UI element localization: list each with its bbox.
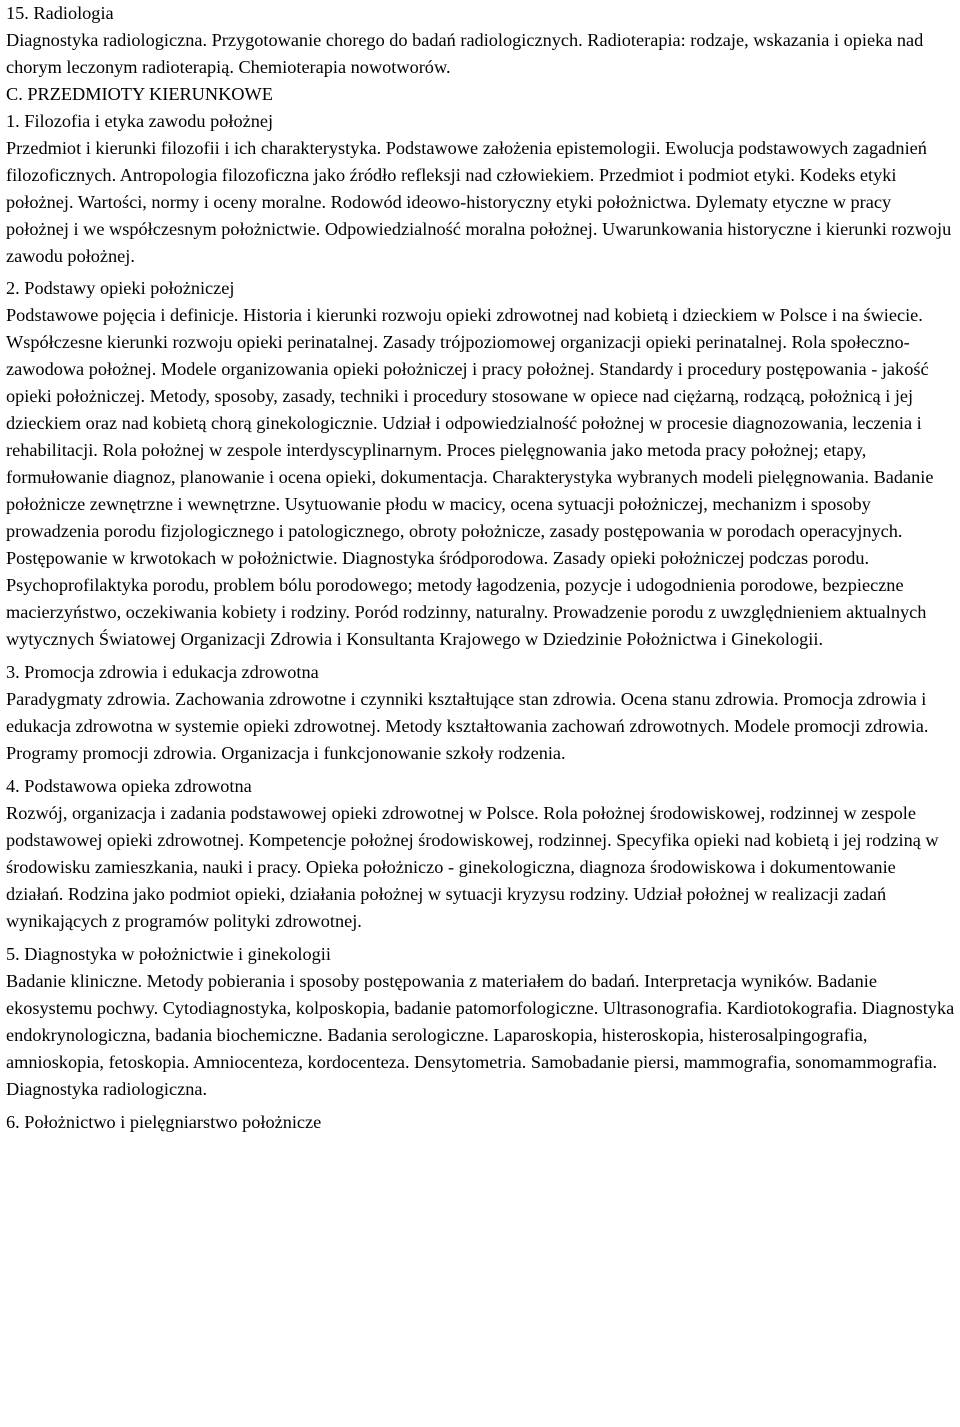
section-body-radiologia: Diagnostyka radiologiczna. Przygotowanie chorego do badań radiologicznych. Radioterapia: rodzaje, wskazania i opieka nad chorym leczonym radioterapią. Chemioterapia nowotworów. xyxy=(6,30,924,77)
item-title: 5. Diagnostyka w położnictwie i ginekologii xyxy=(6,944,331,964)
item-filozofia xyxy=(6,108,956,270)
item-body: Paradygmaty zdrowia. Zachowania zdrowotne i czynniki kształtujące stan zdrowia. Ocena stanu zdrowia. Promocja zdrowia i edukacja zdrowotna w systemie opieki zdrowotnej. Metody kształtowania zachowań zdrowotnych. Modele promocji zdrowia. Programy promocji zdrowia. Organizacja i funkcjonowanie szkoły rodzenia. xyxy=(6,689,929,763)
item-title: 3. Promocja zdrowia i edukacja zdrowotna xyxy=(6,662,319,682)
item-title: 6. Położnictwo i pielęgniarstwo położnicze xyxy=(6,1112,322,1132)
item-body: Podstawowe pojęcia i definicje. Historia i kierunki rozwoju opieki zdrowotnej nad kobietą i dzieckiem w Polsce i na świecie. Współczesne kierunki rozwoju opieki perinatalnej. Zasady trójpoziomowej organizacji opieki perinatalnej. Rola społeczno-zawodowa położnej. Modele organizowania opieki położniczej i pracy położnej. Standardy i procedury postępowania - jakość opieki położniczej. Metody, sposoby, zasady, techniki i procedury stosowane w opiece nad ciężarną, rodzącą, położnicą i jej dzieckiem oraz nad kobietą chorą ginekologicznie. Udział i odpowiedzialność położnej w procesie diagnozowania, leczenia i rehabilitacji. Rola położnej w zespole interdyscyplinarnym. Proces pielęgnowania jako metoda pracy położnej; etapy, formułowanie diagnoz, planowanie i ocena opieki, dokumentacja. Charakterystyka wybranych modeli pielęgnowania. Badanie położnicze zewnętrzne i wewnętrzne. Usytuowanie płodu w macicy, ocena sytuacji położniczej, mechanizm i sposoby prowadzenia porodu fizjologicznego i patologicznego, obroty położnicze, zasady postępowania w porodach operacyjnych. Postępowanie w krwotokach w położnictwie. Diagnostyka śródporodowa. Zasady opieki położniczej podczas porodu. Psychoprofilaktyka porodu, problem bólu porodowego; metody łagodzenia, pozycje i udogodnienia porodowe, bezpieczne macierzyństwo, oczekiwania kobiety i rodziny. Poród rodzinny, naturalny. Prowadzenie porodu z uwzględnieniem aktualnych wytycznych Światowej Organizacji Zdrowia i Konsultanta Krajowego w Dziedzinie Położnictwa i Ginekologii. xyxy=(6,305,934,649)
item-podstawy-opieki xyxy=(6,275,956,653)
item-podstawowa-opieka xyxy=(6,773,956,935)
item-title: 4. Podstawowa opieka zdrowotna xyxy=(6,776,252,796)
item-body: Przedmiot i kierunki filozofii i ich charakterystyka. Podstawowe założenia epistemologii. Ewolucja podstawowych zagadnień filozoficznych. Antropologia filozoficzna jako źródło refleksji nad człowiekiem. Przedmiot i podmiot etyki. Kodeks etyki położnej. Wartości, normy i oceny moralne. Rodowód ideowo-historyczny etyki położnictwa. Dylematy etyczne w pracy położnej i we współczesnym położnictwie. Odpowiedzialność moralna położnej. Uwarunkowania historyczne i kierunki rozwoju zawodu położnej. xyxy=(6,138,952,266)
item-diagnostyka xyxy=(6,941,956,1103)
item-title: 1. Filozofia i etyka zawodu położnej xyxy=(6,111,274,131)
item-body: Badanie kliniczne. Metody pobierania i sposoby postępowania z materiałem do badań. Interpretacja wyników. Badanie ekosystemu pochwy. Cytodiagnostyka, kolposkopia, badanie patomorfologiczne. Ultrasonografia. Kardiotokografia. Diagnostyka endokrynologiczna, badania biochemiczne. Badania serologiczne. Laparoskopia, histeroskopia, histerosalpingografia, amnioskopia, fetoskopia. Amniocenteza, kordocenteza. Densytometria. Samobadanie piersi, mammografia, sonomammografia. Diagnostyka radiologiczna. xyxy=(6,971,955,1099)
item-poloznictwo xyxy=(6,1109,956,1136)
item-title: 2. Podstawy opieki położniczej xyxy=(6,278,235,298)
section-title-radiologia: 15. Radiologia xyxy=(6,3,114,23)
item-body: Rozwój, organizacja i zadania podstawowej opieki zdrowotnej w Polsce. Rola położnej środowiskowej, rodzinnej w zespole podstawowej opieki zdrowotnej. Kompetencje położnej środowiskowej, rodzinnej. Specyfika opieki nad kobietą i jej rodziną w środowisku zamieszkania, nauki i pracy. Opieka położniczo - ginekologiczna, diagnoza środowiskowa i dokumentowanie działań. Rodzina jako podmiot opieki, działania położnej w sytuacji kryzysu rodziny. Udział położnej w realizacji zadań wynikających z programów polityki zdrowotnej. xyxy=(6,803,939,931)
main-heading: C. PRZEDMIOTY KIERUNKOWE xyxy=(6,84,273,104)
item-promocja-zdrowia xyxy=(6,659,956,767)
radiologia-section xyxy=(6,0,956,81)
